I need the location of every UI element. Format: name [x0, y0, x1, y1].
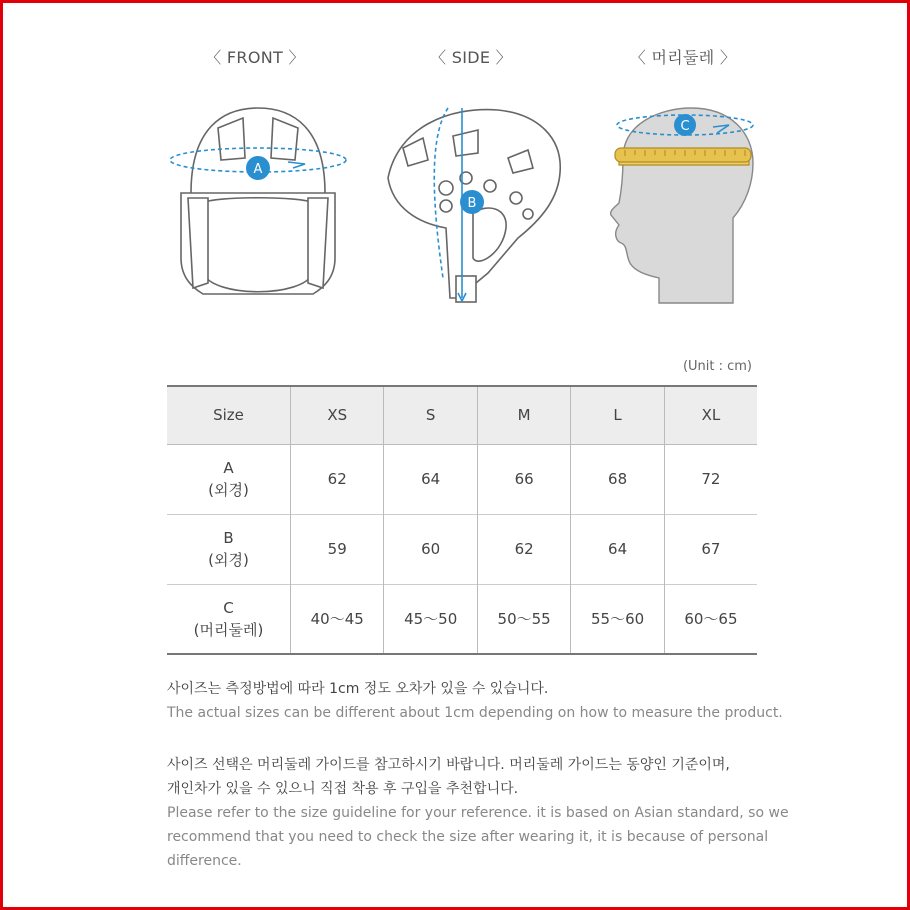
- measurement-note: [167, 677, 783, 725]
- marker-b: B: [467, 196, 477, 211]
- head-circumference-illustration: [601, 103, 766, 308]
- header-size: Size: [167, 386, 291, 444]
- marker-a: A: [253, 162, 263, 177]
- table-row: [167, 444, 757, 514]
- header-l: L: [571, 386, 664, 444]
- cell: 64: [571, 514, 664, 584]
- row-label-b: B (외경): [167, 514, 291, 584]
- size-table-header: [167, 386, 757, 444]
- cell: 60: [384, 514, 477, 584]
- marker-c: C: [680, 119, 690, 134]
- cell: 68: [571, 444, 664, 514]
- row-label-a: A (외경): [167, 444, 291, 514]
- note-2-korean-line1: 사이즈 선택은 머리둘레 가이드를 참고하시기 바랍니다. 머리둘레 가이드는 동양인 기준이며,: [167, 757, 730, 773]
- cell: 50～55: [477, 584, 570, 654]
- side-view-title: 〈 SIDE 〉: [430, 48, 512, 67]
- head-view-title: 〈 머리둘레 〉: [629, 48, 737, 67]
- cell: 64: [384, 444, 477, 514]
- size-guide-note: [167, 753, 789, 873]
- helmet-side-illustration: [378, 98, 573, 313]
- cell: 60～65: [684, 610, 738, 629]
- row-label-c: C (머리둘레): [167, 584, 291, 654]
- note-2-english-line1: Please refer to the size guideline for your reference. it is based on Asian standard, so we: [167, 805, 789, 821]
- header-m: M: [477, 386, 570, 444]
- cell: 67: [701, 540, 721, 558]
- cell: 59: [291, 514, 384, 584]
- cell: 72: [701, 470, 721, 488]
- size-table: [167, 385, 757, 655]
- cell: 45～50: [384, 584, 477, 654]
- cell: 66: [477, 444, 570, 514]
- cell: 62: [477, 514, 570, 584]
- unit-label: (Unit : cm): [682, 359, 752, 374]
- header-s: S: [384, 386, 477, 444]
- helmet-front-illustration: [163, 98, 353, 313]
- note-2-english-line3: difference.: [167, 853, 242, 869]
- cell: 62: [291, 444, 384, 514]
- table-row: [167, 514, 757, 584]
- cell: 40～45: [291, 584, 384, 654]
- header-xl: XL: [701, 406, 721, 425]
- note-2-korean-line2: 개인차가 있을 수 있으니 직접 착용 후 구입을 추천합니다.: [167, 781, 519, 797]
- table-row: [167, 584, 757, 654]
- cell: 55～60: [571, 584, 664, 654]
- front-view-title: 〈 FRONT 〉: [205, 48, 305, 67]
- header-xs: XS: [291, 386, 384, 444]
- note-1-korean: 사이즈는 측정방법에 따라 1cm 정도 오차가 있을 수 있습니다.: [167, 681, 549, 697]
- note-1-english: The actual sizes can be different about 1cm depending on how to measure the product.: [167, 705, 783, 721]
- note-2-english-line2: recommend that you need to check the size after wearing it, it is because of personal: [167, 829, 769, 845]
